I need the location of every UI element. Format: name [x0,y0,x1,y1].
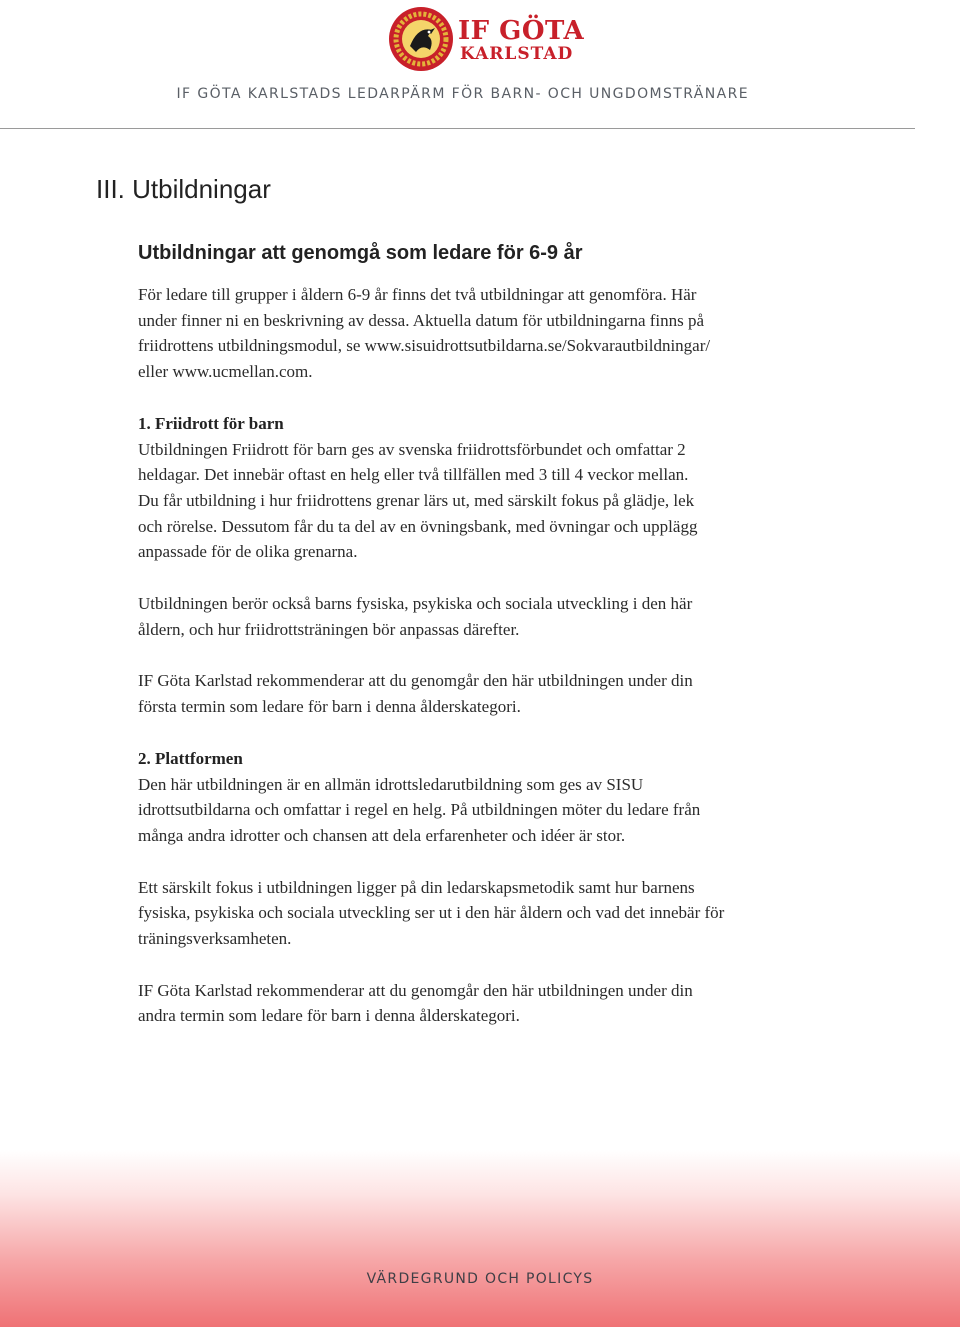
text-line: Utbildningen berör också barns fysiska, psykiska och sociala utveckling i den här [138,594,693,614]
intro-paragraph [138,282,838,385]
footer-gradient-band [0,1150,960,1327]
text-line: friidrottens utbildningsmodul, se www.sisuidrottsutbildarna.se/Sokvarautbildningar/ [138,336,711,356]
text-line: Ett särskilt fokus i utbildningen ligger på din ledarskapsmetodik samt hur barnens [138,877,695,897]
club-emblem-icon [388,6,454,72]
course-1-paragraph-2 [138,591,838,642]
course-2-section [138,746,838,1029]
course-1-section [138,411,838,720]
text-line: IF Göta Karlstad rekommenderar att du genomgår den här utbildningen under din [138,980,693,1000]
section-title: III. Utbildningar [96,174,271,204]
text-line: Utbildningen Friidrott för barn ges av svenska friidrottsförbundet och omfattar 2 [138,439,686,459]
logo-wordmark-line2: KARLSTAD [460,44,574,64]
text-line: fysiska, psykiska och sociala utveckling ser ut i den här åldern och vad det innebär för [138,903,725,923]
text-line: första termin som ledare för barn i denna ålderskategori. [138,697,521,717]
header-subtitle: IF GÖTA KARLSTADS LEDARPÄRM FÖR BARN- OCH UNGDOMSTRÄNARE [176,86,749,102]
club-logo [388,6,585,72]
footer-label: VÄRDEGRUND OCH POLICYS [366,1271,594,1287]
text-line: under finner ni en beskrivning av dessa. Aktuella datum för utbildningarna finns på [138,310,705,330]
course-2-paragraph-1 [138,772,838,849]
course-2-paragraph-2 [138,875,838,952]
course-2-heading: 2. Plattformen [138,748,243,768]
course-1-paragraph-1 [138,437,838,566]
text-line: För ledare till grupper i åldern 6-9 år finns det två utbildningar att genomföra. Här [138,285,697,304]
text-line: eller www.ucmellan.com. [138,362,313,382]
text-line: andra termin som ledare för barn i denna ålderskategori. [138,1006,520,1026]
text-line: anpassade för de olika grenarna. [138,542,358,562]
text-line: idrottsutbildarna och omfattar i regel en helg. På utbildningen möter du ledare från [138,800,701,820]
subheading: Utbildningar att genomgå som ledare för 6-9 år [138,242,583,264]
course-1-paragraph-3 [138,668,838,719]
text-line: Du får utbildning i hur friidrottens grenar lärs ut, med särskilt fokus på glädje, lek [138,490,695,510]
text-line: och rörelse. Dessutom får du ta del av en övningsbank, med övningar och upplägg [138,516,698,536]
logo-wordmark-line1: IF GÖTA [458,16,585,46]
text-line: Den här utbildningen är en allmän idrottsledarutbildning som ges av SISU [138,774,644,794]
course-2-paragraph-3 [138,978,838,1029]
course-1-heading: 1. Friidrott för barn [138,413,284,433]
text-line: träningsverksamheten. [138,929,292,949]
text-line: många andra idrotter och chansen att dela erfarenheter och idéer är stor. [138,825,626,845]
text-line: heldagar. Det innebär oftast en helg eller två tillfällen med 3 till 4 veckor mellan. [138,465,689,485]
text-line: åldern, och hur friidrottsträningen bör anpassas därefter. [138,619,520,639]
header-divider [0,128,915,129]
text-line: IF Göta Karlstad rekommenderar att du genomgår den här utbildningen under din [138,671,693,691]
document-body [138,240,838,1029]
